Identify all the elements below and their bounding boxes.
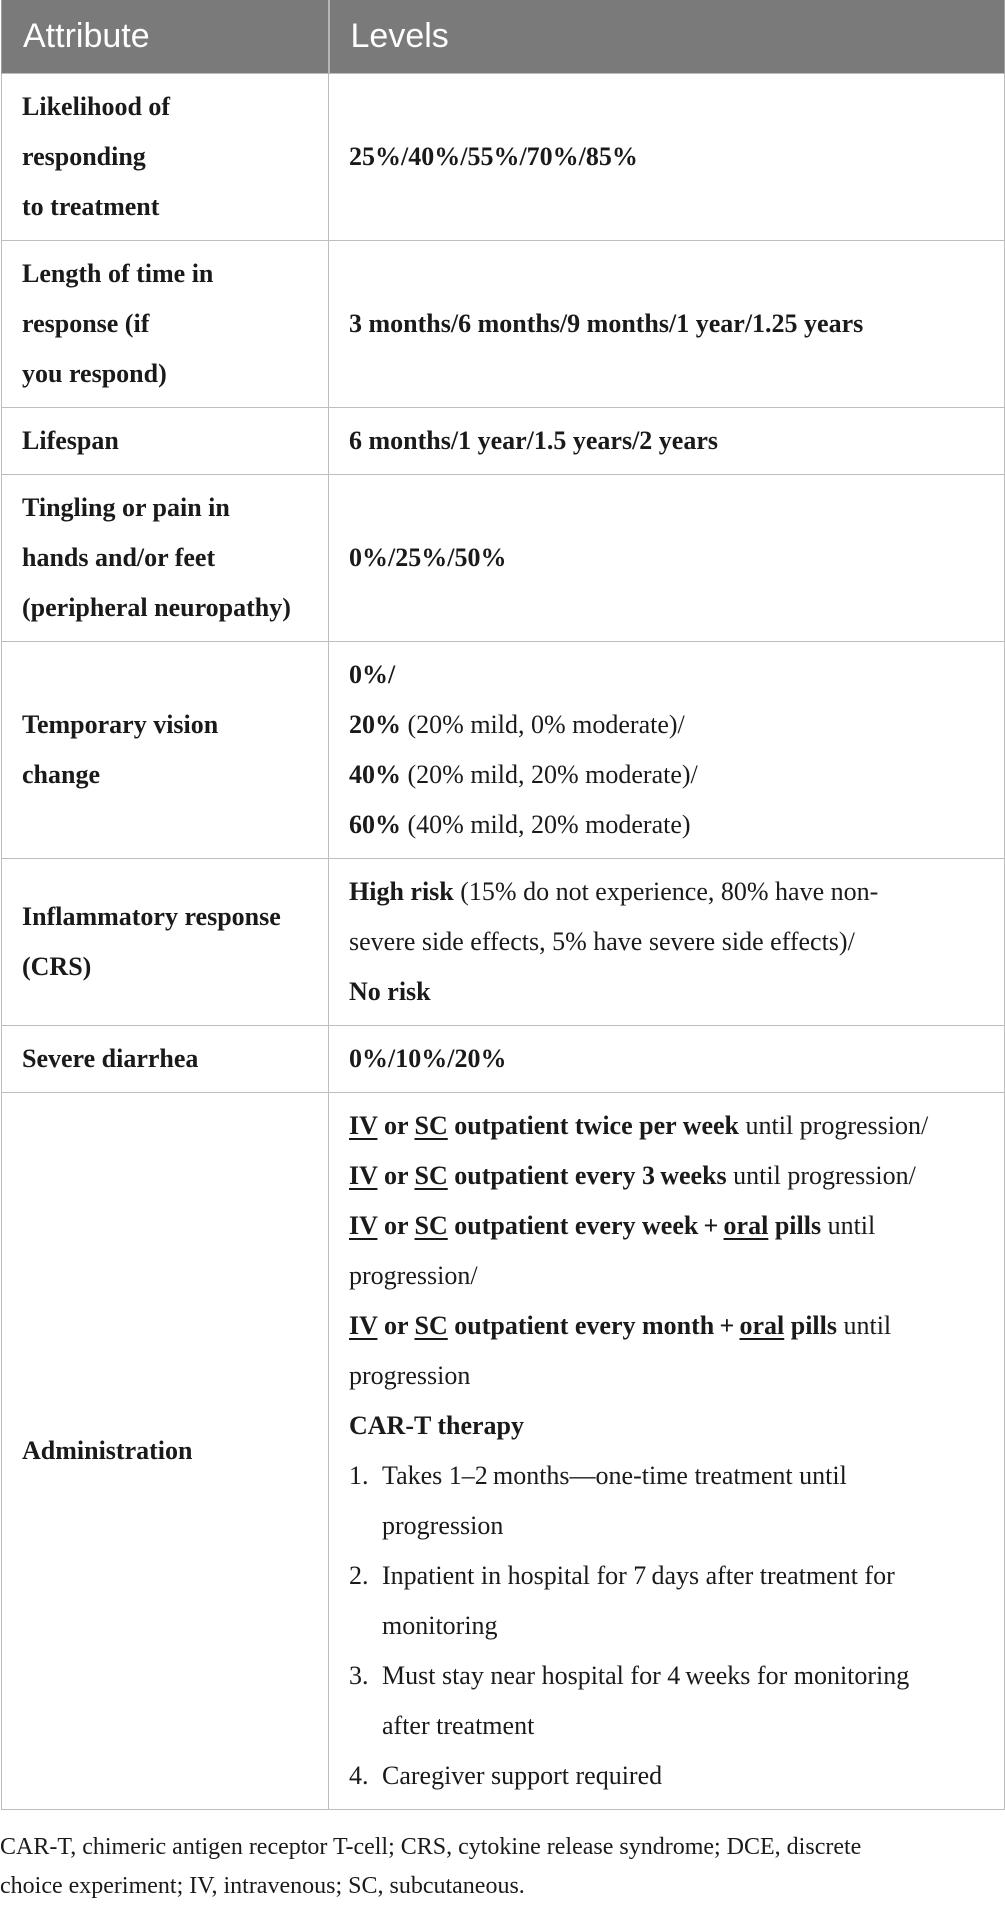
level-detail: (20% mild, 20% moderate)/	[401, 760, 698, 789]
footnote-line: CAR-T, chimeric antigen receptor T-cell; CRS, cytokine release syndrome; DCE, discrete	[0, 1834, 862, 1860]
attribute-cell: Lifespan	[2, 408, 329, 475]
iv-term: IV	[349, 1161, 378, 1190]
attribute-line: Inflammatory response	[22, 902, 281, 931]
header-levels: Levels	[329, 0, 1005, 74]
level-bold: 40%	[349, 760, 401, 789]
or-word: or	[377, 1211, 415, 1240]
attribute-line: Likelihood of	[22, 92, 171, 121]
attribute-line: response (if	[22, 309, 150, 338]
level-detail: (15% do not experience, 80% have non-	[453, 877, 879, 906]
level-line	[349, 867, 986, 917]
schedule-detail: until	[836, 1311, 892, 1340]
schedule-detail: until progression/	[739, 1111, 929, 1140]
list-item	[349, 1551, 986, 1651]
level-detail: (40% mild, 20% moderate)	[401, 810, 691, 839]
level-line: progression/	[349, 1261, 478, 1290]
attribute-line: (CRS)	[22, 952, 92, 981]
levels-cell	[329, 1093, 1005, 1810]
table-row	[2, 859, 1005, 1026]
attribute-line: (peripheral neuropathy)	[22, 593, 291, 622]
list-item	[349, 1651, 986, 1751]
list-item-line: Caregiver support required	[382, 1761, 663, 1790]
sc-term: SC	[414, 1111, 448, 1140]
table-row	[2, 475, 1005, 642]
table-header-row	[2, 0, 1005, 74]
attribute-cell	[2, 74, 329, 241]
level-line: severe side effects, 5% have severe side effects)/	[349, 927, 855, 956]
list-item-line: Must stay near hospital for 4 weeks for monitoring	[382, 1661, 910, 1690]
attribute-line: responding	[22, 142, 146, 171]
oral-term: oral	[723, 1211, 769, 1240]
iv-term: IV	[349, 1311, 378, 1340]
footnote-line: choice experiment; IV, intravenous; SC, subcutaneous.	[0, 1873, 525, 1899]
levels-cell	[329, 859, 1005, 1026]
attribute-line: Temporary vision	[22, 710, 219, 739]
level-line: No risk	[349, 977, 431, 1006]
list-item-line: Takes 1–2 months—one-time treatment until	[382, 1461, 847, 1490]
level-bold: 20%	[349, 710, 401, 739]
sc-term: SC	[414, 1161, 448, 1190]
list-item	[349, 1751, 986, 1801]
list-number: 2.	[349, 1561, 369, 1590]
schedule-detail: until progression/	[726, 1161, 916, 1190]
attribute-cell: Administration	[2, 1093, 329, 1810]
pills-word: pills	[784, 1311, 837, 1340]
list-item-line: monitoring	[382, 1611, 498, 1640]
table-row	[2, 1026, 1005, 1093]
attribute-line: hands and/or feet	[22, 543, 216, 572]
levels-cell	[329, 642, 1005, 859]
attribute-cell	[2, 642, 329, 859]
sc-term: SC	[414, 1311, 448, 1340]
schedule-detail: until	[821, 1211, 876, 1240]
levels-cell: 25%/40%/55%/70%/85%	[329, 74, 1005, 241]
level-line	[349, 750, 986, 800]
attribute-cell	[2, 859, 329, 1026]
level-line	[349, 1201, 986, 1251]
list-item-line: after treatment	[382, 1711, 535, 1740]
list-number: 4.	[349, 1761, 369, 1790]
schedule-bold: outpatient every month +	[447, 1311, 740, 1340]
table-row	[2, 241, 1005, 408]
level-line	[349, 1151, 986, 1201]
levels-cell: 0%/10%/20%	[329, 1026, 1005, 1093]
level-detail: (20% mild, 0% moderate)/	[401, 710, 685, 739]
or-word: or	[377, 1111, 415, 1140]
level-line: progression	[349, 1361, 471, 1390]
iv-term: IV	[349, 1211, 378, 1240]
list-item-line: progression	[382, 1511, 504, 1540]
table-row	[2, 1093, 1005, 1810]
level-line	[349, 700, 986, 750]
cart-list	[349, 1451, 986, 1801]
table-footnote	[0, 1828, 1000, 1906]
table-row	[2, 74, 1005, 241]
attribute-cell	[2, 241, 329, 408]
level-bold: High risk	[349, 877, 454, 906]
list-number: 3.	[349, 1661, 369, 1690]
or-word: or	[377, 1311, 415, 1340]
attribute-line: to treatment	[22, 192, 160, 221]
schedule-bold: outpatient twice per week	[447, 1111, 740, 1140]
attribute-line: Length of time in	[22, 259, 214, 288]
attribute-cell	[2, 475, 329, 642]
level-line	[349, 1301, 986, 1351]
level-line: 0%/	[349, 660, 396, 689]
cart-title: CAR-T therapy	[349, 1411, 525, 1440]
iv-term: IV	[349, 1111, 378, 1140]
pills-word: pills	[768, 1211, 822, 1240]
levels-cell: 6 months/1 year/1.5 years/2 years	[329, 408, 1005, 475]
oral-term: oral	[739, 1311, 785, 1340]
attribute-line: Tingling or pain in	[22, 493, 230, 522]
list-number: 1.	[349, 1461, 369, 1490]
sc-term: SC	[414, 1211, 448, 1240]
list-item	[349, 1451, 986, 1551]
attribute-line: change	[22, 760, 100, 789]
levels-cell: 3 months/6 months/9 months/1 year/1.25 years	[329, 241, 1005, 408]
level-line	[349, 1101, 986, 1151]
table-row	[2, 408, 1005, 475]
schedule-bold: outpatient every 3 weeks	[447, 1161, 727, 1190]
levels-cell: 0%/25%/50%	[329, 475, 1005, 642]
schedule-bold: outpatient every week +	[447, 1211, 724, 1240]
list-item-line: Inpatient in hospital for 7 days after treatment for	[382, 1561, 895, 1590]
level-bold: 60%	[349, 810, 401, 839]
level-line	[349, 800, 986, 850]
attributes-table	[1, 0, 1005, 1810]
or-word: or	[377, 1161, 415, 1190]
attribute-line: you respond)	[22, 359, 167, 388]
attribute-cell: Severe diarrhea	[2, 1026, 329, 1093]
table-row	[2, 642, 1005, 859]
header-attribute: Attribute	[2, 0, 329, 74]
